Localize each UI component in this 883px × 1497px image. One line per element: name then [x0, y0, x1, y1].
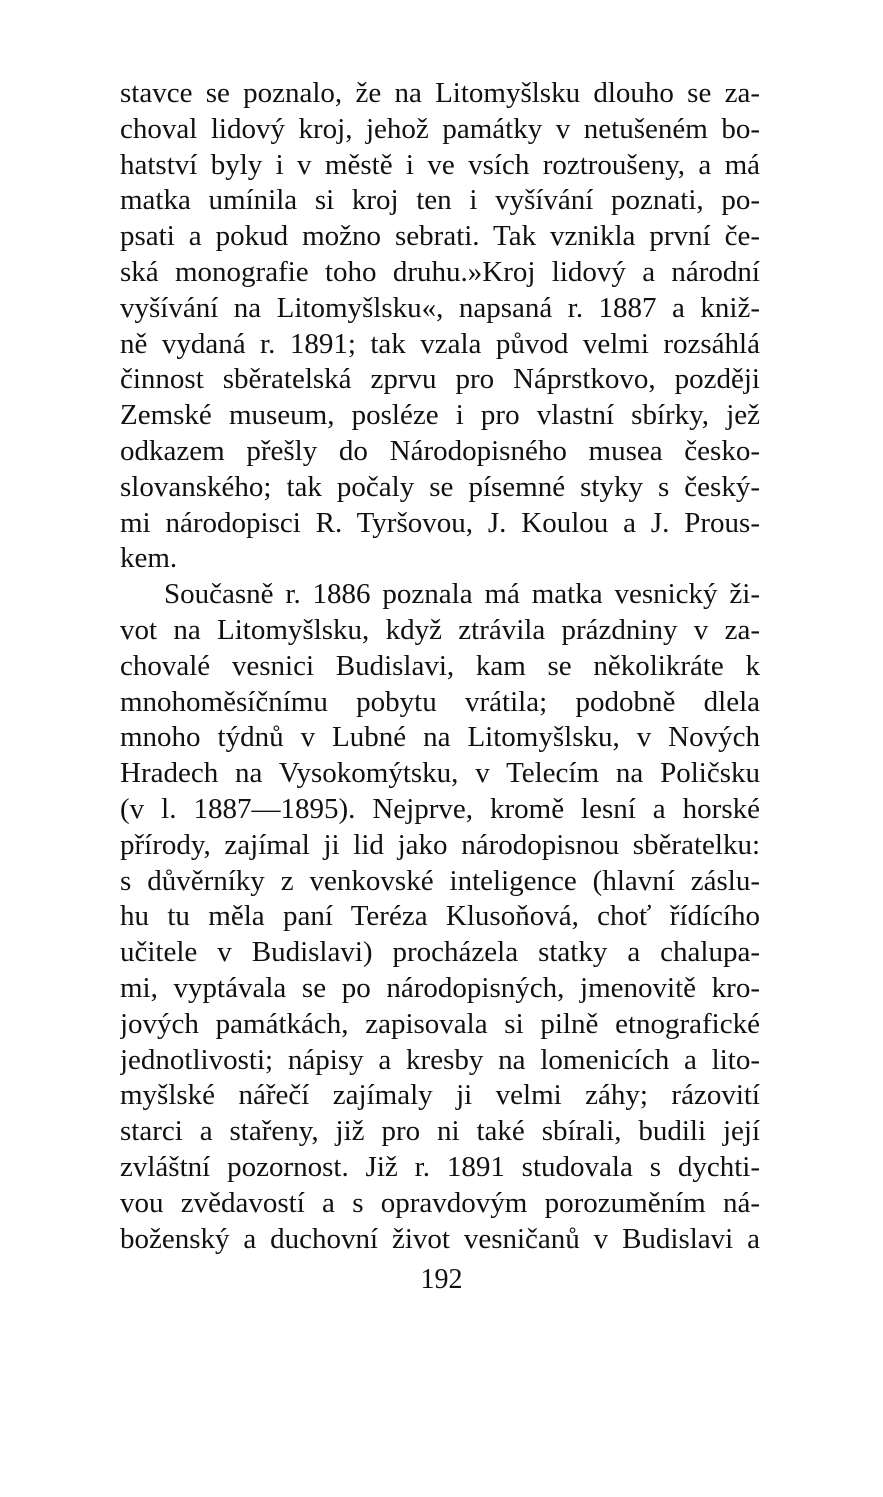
body-text	[120, 76, 760, 1257]
text-line: učitele v Budislavi) procházela statky a chalupa-	[120, 936, 760, 969]
text-line: Hradech na Vysokomýtsku, v Telecím na Poličsku	[120, 757, 760, 790]
text-line: vou zvědavostí a s opravdovým porozuměním ná-	[120, 1186, 760, 1219]
text-line: myšlské nářečí zajímaly ji velmi záhy; rázovití	[120, 1079, 760, 1112]
text-line: stavce se poznalo, že na Litomyšlsku dlouho se za-	[120, 77, 760, 109]
text-line: mi národopisci R. Tyršovou, J. Koulou a J. Prous-	[120, 506, 760, 539]
text-line: mnohoměsíčnímu pobytu vrátila; podobně dlela	[120, 685, 760, 718]
text-line: Zemské museum, posléze i pro vlastní sbírky, jež	[120, 399, 760, 432]
text-line: jednotlivosti; nápisy a kresby na lomenicích a lito-	[120, 1043, 760, 1076]
text-line: starci a stařeny, již pro ni také sbírali, budili její	[120, 1115, 760, 1148]
text-line: kem.	[120, 542, 178, 575]
text-line: (v l. 1887—1895). Nejprve, kromě lesní a horské	[120, 792, 760, 825]
text-line: hu tu měla paní Teréza Klusoňová, choť řídícího	[120, 900, 760, 933]
text-line: matka umínila si kroj ten i vyšívání poznati, po-	[120, 184, 760, 217]
text-line: mnoho týdnů v Lubné na Litomyšlsku, v Nových	[120, 721, 760, 754]
text-line: mi, vyptávala se po národopisných, jmenovitě kro-	[120, 971, 760, 1004]
text-line: chovalé vesnici Budislavi, kam se několikráte k	[120, 649, 760, 682]
text-line: hatství byly i v městě i ve vsích roztroušeny, a má	[120, 148, 760, 181]
paragraph-2	[120, 577, 760, 1257]
text-line: boženský a duchovní život vesničanů v Budislavi a	[120, 1222, 760, 1255]
page-number: 192	[420, 1264, 463, 1295]
text-line: jových památkách, zapisovala si pilně etnografické	[120, 1007, 760, 1040]
text-line: slovanského; tak počaly se písemné styky s český-	[120, 470, 760, 503]
text-line: zvláštní pozornost. Již r. 1891 studovala s dychti-	[120, 1150, 760, 1183]
text-line: s důvěrníky z venkovské inteligence (hlavní záslu-	[120, 864, 760, 897]
text-line: Současně r. 1886 poznala má matka vesnický ži-	[164, 578, 760, 611]
text-line: vyšívání na Litomyšlsku«, napsaná r. 1887 a kniž-	[120, 291, 760, 324]
text-line: přírody, zajímal ji lid jako národopisnou sběratelku:	[120, 828, 760, 861]
text-line: choval lidový kroj, jehož památky v netušeném bo-	[120, 112, 760, 145]
text-line: ská monografie toho druhu.»Kroj lidový a národní	[120, 255, 760, 288]
text-line: ně vydaná r. 1891; tak vzala původ velmi rozsáhlá	[120, 327, 760, 360]
text-line: vot na Litomyšlsku, když ztrávila prázdniny v za-	[120, 613, 760, 646]
text-line: činnost sběratelská zprvu pro Náprstkovo, později	[120, 363, 760, 396]
text-line: psati a pokud možno sebrati. Tak vznikla první če-	[120, 220, 760, 253]
text-line: odkazem přešly do Národopisného musea česko-	[120, 434, 760, 467]
paragraph-1	[120, 76, 760, 577]
